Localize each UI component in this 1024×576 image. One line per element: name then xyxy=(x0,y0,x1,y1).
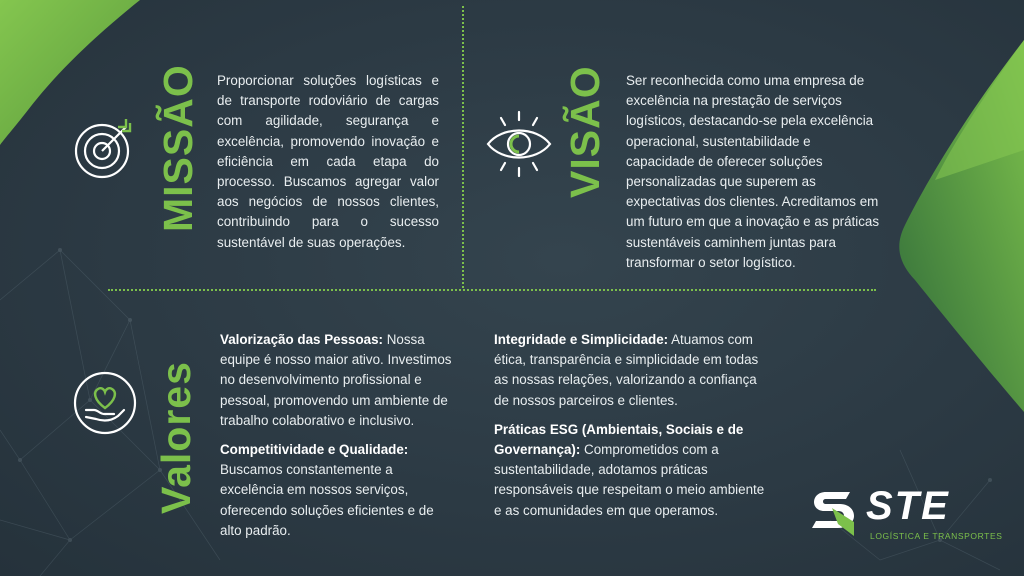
missao-title: MISSÃO xyxy=(155,64,201,232)
heart-hand-icon xyxy=(72,370,138,436)
valores-column-right xyxy=(494,330,766,530)
valor-text: Atuamos com ética, transparência e simplicidade em todas as nossas relações, valorizando a confiança de nossos parceiros e clientes. xyxy=(494,332,759,408)
eye-icon xyxy=(484,110,554,178)
valores-column-left xyxy=(220,330,458,550)
valor-heading: Valorização das Pessoas: xyxy=(220,332,384,347)
valor-text: Buscamos constantemente a excelência em nossos serviços, oferecendo soluções eficientes e de alto padrão. xyxy=(220,462,434,538)
valor-heading: Competitividade e Qualidade: xyxy=(220,442,409,458)
vertical-divider xyxy=(462,6,464,288)
valor-text: Nossa equipe é nosso maior ativo. Investimos no desenvolvimento profissional e pessoal, promovendo um ambiente de trabalho colaborativo e inclusivo. xyxy=(220,332,452,428)
missao-text: Proporcionar soluções logísticas e de transporte rodoviário de cargas com agilidade, segurança e excelência, promovendo inovação e eficiência em cada etapa do processo. Buscamos agregar valor aos negócios de nossos clientes, contribuindo para o sucesso sustentável de suas operações. xyxy=(217,73,439,250)
logo-tagline: LOGÍSTICA E TRANSPORTES xyxy=(870,531,1003,541)
valor-item xyxy=(494,420,766,521)
valor-heading: Integridade e Simplicidade: xyxy=(494,332,669,347)
horizontal-divider xyxy=(108,289,876,291)
valor-item xyxy=(220,330,458,431)
valor-item xyxy=(494,330,766,411)
valor-item xyxy=(220,440,458,541)
valor-text: Comprometidos com a sustentabilidade, adotamos práticas responsáveis que respeitam o meio ambiente e as comunidades em que operamos. xyxy=(494,442,765,518)
target-arrow-icon xyxy=(72,117,138,183)
ste-logo xyxy=(808,484,1003,544)
logo-wordmark: STE xyxy=(866,484,950,528)
valores-title: Valores xyxy=(153,361,199,514)
visao-text: Ser reconhecida como uma empresa de excelência na prestação de serviços logísticos, destacando-se pela excelência operacional, sustentabilidade e capacidade de oferecer soluções personalizadas que superem as expectativas dos clientes. Acreditamos em um futuro em que a inovação e as práticas sustentáveis caminhem juntas para transformar o setor logístico. xyxy=(626,73,880,270)
visao-title: VISÃO xyxy=(562,65,608,198)
ste-s-logo-icon xyxy=(808,488,860,538)
valor-heading: Práticas ESG (Ambientais, Sociais e de Governança): xyxy=(494,421,744,458)
